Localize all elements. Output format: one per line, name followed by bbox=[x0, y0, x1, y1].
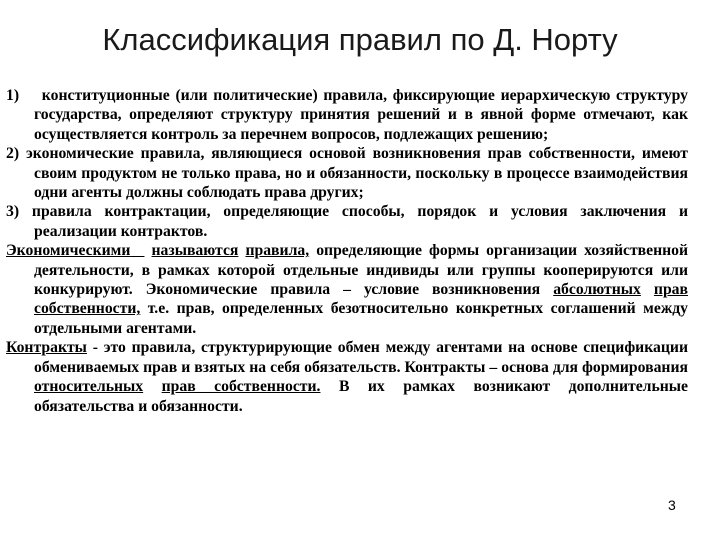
economic-term: Экономическими bbox=[6, 242, 131, 260]
page-number: 3 bbox=[668, 497, 676, 513]
economic-rules-word: правила, bbox=[245, 242, 310, 260]
economic-called: называются bbox=[151, 242, 239, 260]
contracts-paragraph bbox=[6, 338, 688, 416]
economic-rest: т.е. прав, определенных безотносительно конкретных соглашений между отдельными агентами. bbox=[34, 300, 688, 337]
contracts-definition: - это правила, структурирующие обмен между агентами на основе спецификации обмениваемых прав и взятых на себя обязательств. Контракты – основа для формирования bbox=[34, 339, 688, 376]
list-item-text: экономические правила, являющиеся основой возникновения прав собственности, имеют своим продуктом не только права, но и обязанности, поскольку в процессе взаимодействия одни агенты должны соблюдать права других; bbox=[26, 145, 689, 202]
economic-rules-paragraph bbox=[6, 241, 688, 338]
slide-body bbox=[6, 86, 688, 416]
list-item-number: 2) bbox=[6, 145, 20, 163]
contracts-term: Контракты bbox=[6, 339, 87, 357]
list-item-1 bbox=[6, 86, 688, 144]
list-item-number: 1) bbox=[6, 87, 20, 104]
contracts-rest: В их рамках возникают дополнительные обязательства и обязанности. bbox=[34, 378, 689, 415]
relative-rights-term: прав собственности. bbox=[161, 378, 321, 396]
list-item-3 bbox=[6, 202, 688, 241]
list-item-number: 3) bbox=[6, 203, 20, 221]
economic-definition: определяющие формы организации хозяйственной деятельности, в рамках которой отдельные индивиды или группы кооперируются или конкурируют. Экономические правила – условие возникновения bbox=[34, 242, 689, 299]
list-item-text: конституционные (или политические) правила, фиксирующие иерархическую структуру государства, определяют структуру принятия решений и в явной форме отмечают, как осуществляется контроль за перечнем вопросов, подлежащих решению; bbox=[34, 87, 688, 143]
absolute-rights-term: прав собственности, bbox=[34, 281, 689, 318]
list-item-text: правила контрактации, определяющие способы, порядок и условия заключения и реализации контрактов. bbox=[31, 203, 689, 240]
slide-title: Классификация правил по Д. Норту bbox=[102, 22, 618, 57]
list-item-2 bbox=[6, 144, 688, 202]
absolute-term: абсолютных bbox=[553, 281, 641, 299]
relative-term: относительных bbox=[34, 378, 144, 396]
